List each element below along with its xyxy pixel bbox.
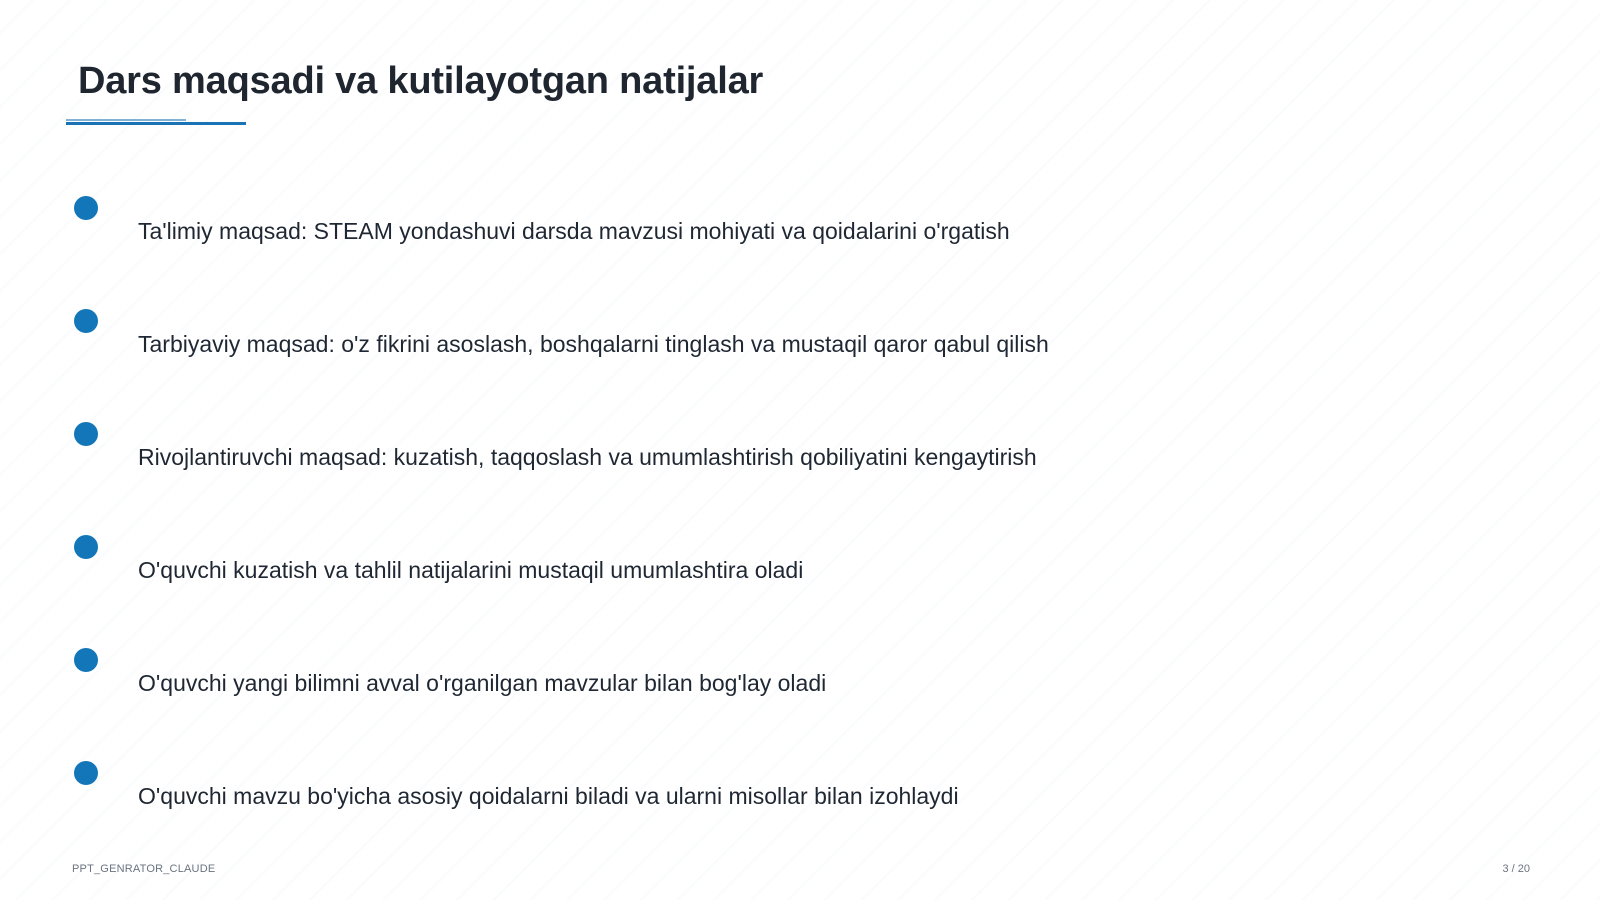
bullet-dot-icon (74, 422, 98, 446)
bullet-text: O'quvchi mavzu bo'yicha asosiy qoidalarni biladi va ularni misollar bilan izohlaydi (138, 783, 959, 809)
slide-title: Dars maqsadi va kutilayotgan natijalar (78, 60, 764, 102)
bullet-dot-icon (74, 761, 98, 785)
list-item (0, 761, 1600, 821)
bullet-text: Tarbiyaviy maqsad: o'z fikrini asoslash, boshqalarni tinglash va mustaqil qaror qabul qilish (138, 331, 1049, 357)
list-item (0, 648, 1600, 708)
footer-brand: PPT_GENRATOR_CLAUDE (72, 863, 216, 875)
bullet-text: O'quvchi kuzatish va tahlil natijalarini mustaqil umumlashtira oladi (138, 557, 804, 583)
list-item (0, 309, 1600, 369)
bullet-dot-icon (74, 648, 98, 672)
bullet-text: Ta'limiy maqsad: STEAM yondashuvi darsda mavzusi mohiyati va qoidalarini o'rgatish (138, 218, 1010, 244)
bullet-dot-icon (74, 535, 98, 559)
bullet-dot-icon (74, 309, 98, 333)
bullet-text: O'quvchi yangi bilimni avval o'rganilgan mavzular bilan bog'lay oladi (138, 670, 827, 696)
list-item (0, 196, 1600, 256)
list-item (0, 422, 1600, 482)
bullet-dot-icon (74, 196, 98, 220)
list-item (0, 535, 1600, 595)
bullet-text: Rivojlantiruvchi maqsad: kuzatish, taqqoslash va umumlashtirish qobiliyatini kengaytirish (138, 444, 1037, 470)
page-indicator: 3 / 20 (1502, 863, 1530, 875)
